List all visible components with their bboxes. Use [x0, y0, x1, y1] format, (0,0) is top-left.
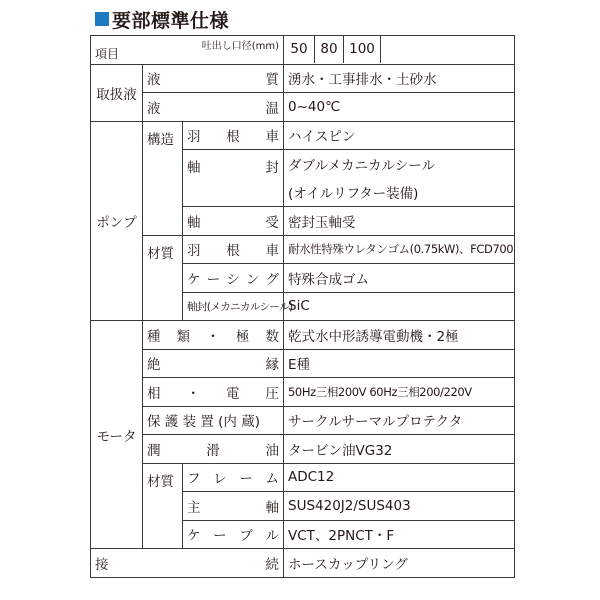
motor-phase-row: [91, 378, 515, 407]
motor-protect-label: 保 護 装 置 (内 蔵): [143, 406, 284, 435]
connection-row: [91, 549, 515, 578]
motor-insulation-label: 絶 縁: [143, 349, 284, 378]
motor-frame-value: ADC12: [284, 463, 515, 492]
pump-casing-label: ケ ー シ ン グ: [183, 264, 284, 293]
motor-phase-value: 50Hz三相200V 60Hz三相200/220V: [284, 378, 515, 407]
motor-oil-row: [91, 435, 515, 464]
pump-bearing-value: 密封玉軸受: [284, 207, 515, 236]
pump-mat-impeller-label: 羽 根 車: [183, 235, 284, 264]
motor-category: モータ: [91, 321, 143, 549]
item-label: 項目: [95, 46, 120, 61]
motor-cable-value: VCT、2PNCT・F: [284, 520, 515, 549]
connection-label: 接 続: [91, 549, 284, 578]
motor-frame-label: フ レ ー ム: [183, 463, 284, 492]
pump-impeller-value: ハイスピン: [284, 121, 515, 150]
pump-material-label: 材質: [143, 235, 183, 321]
motor-material-label: 材質: [143, 463, 183, 549]
liquid-quality-label: 液 質: [143, 64, 284, 93]
motor-oil-label: 潤 滑 油: [143, 435, 284, 464]
pump-bearing-label: 軸 受: [183, 207, 284, 236]
size-50: 50: [284, 36, 315, 63]
pump-mech-seal-value: SiC: [284, 292, 515, 321]
title-text: 要部標準仕様: [112, 9, 230, 32]
diameter-label: 吐出し口径(mm): [201, 41, 279, 52]
pump-impeller-label: 羽 根 車: [183, 121, 284, 150]
title-square-icon: [95, 12, 109, 26]
motor-main-shaft-label: 主 軸: [183, 492, 284, 521]
motor-type-row: [91, 321, 515, 350]
size-80: 80: [315, 36, 344, 63]
section-title: [95, 5, 229, 33]
pump-shaft-seal-label: 軸 封: [183, 150, 284, 207]
header-item-cell: [91, 36, 284, 65]
motor-cable-label: ケ ー ブ ル: [183, 520, 284, 549]
pump-shaft-seal-value-2: (オイルリフター装備): [284, 178, 515, 207]
motor-insulation-row: [91, 349, 515, 378]
spec-table: [90, 35, 515, 578]
motor-insulation-value: E種: [284, 349, 515, 378]
liquid-temp-label: 液 温: [143, 93, 284, 122]
pump-mat-impeller-row: [91, 235, 515, 264]
pump-impeller-row: [91, 121, 515, 150]
pump-structure-label: 構造: [143, 121, 183, 235]
pump-mech-seal-label: 軸封(メカニカルシール): [183, 292, 284, 321]
pump-casing-value: 特殊合成ゴム: [284, 264, 515, 293]
pump-category: ポンプ: [91, 121, 143, 321]
header-row: [91, 36, 515, 65]
motor-type-label: 種 類 ・ 極 数: [143, 321, 284, 350]
liquid-temp-row: [91, 93, 515, 122]
motor-frame-row: [91, 463, 515, 492]
motor-protect-row: [91, 406, 515, 435]
liquid-quality-value: 湧水・工事排水・土砂水: [284, 64, 515, 93]
motor-type-value: 乾式水中形誘導電動機・2極: [284, 321, 515, 350]
motor-protect-value: サークルサーマルプロテクタ: [284, 406, 515, 435]
connection-value: ホースカップリング: [284, 549, 515, 578]
liquid-category: 取扱液: [91, 64, 143, 121]
pump-mat-impeller-value: 耐水性特殊ウレタンゴム(0.75kW)、FCD700: [284, 235, 515, 264]
motor-phase-label: 相 ・ 電 圧: [143, 378, 284, 407]
motor-main-shaft-value: SUS420J2/SUS403: [284, 492, 515, 521]
pump-shaft-seal-value-1: ダブルメカニカルシール: [284, 150, 515, 179]
motor-oil-value: タービン油VG32: [284, 435, 515, 464]
sizes-cell: [284, 36, 515, 65]
liquid-quality-row: [91, 64, 515, 93]
liquid-temp-value: 0~40℃: [284, 93, 515, 122]
size-100: 100: [344, 36, 381, 63]
